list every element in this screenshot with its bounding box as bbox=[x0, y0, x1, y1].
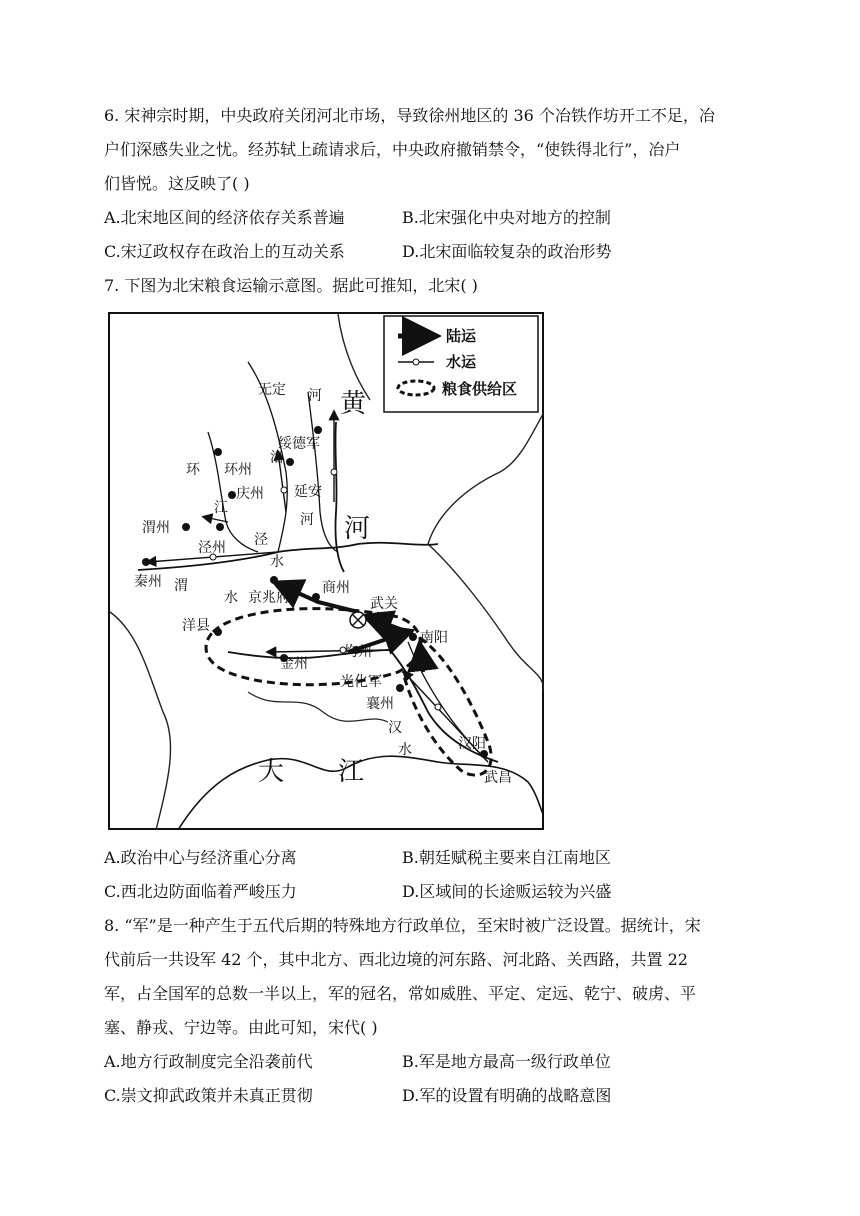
label-jiang-2: 江 bbox=[338, 757, 365, 787]
q7-stem: 7. 下图为北宋粮食运输示意图。据此可推知，北宋( ) bbox=[104, 276, 478, 295]
label-yangxian: 洋县 bbox=[182, 618, 210, 634]
label-shui-3: 水 bbox=[398, 742, 412, 758]
label-jinzhou: 金州 bbox=[280, 656, 308, 672]
label-jingzhaofu: 京兆府 bbox=[248, 590, 290, 606]
q6-option-d[interactable]: D.北宋面临较复杂的政治形势 bbox=[402, 242, 612, 261]
label-huanzhou: 环州 bbox=[224, 462, 252, 478]
label-guanghua: 光化军 bbox=[340, 674, 382, 690]
q6-option-a[interactable]: A.北宋地区间的经济依存关系普遍 bbox=[104, 208, 345, 227]
label-shangzhou: 商州 bbox=[322, 580, 350, 596]
label-qingzhou: 庆州 bbox=[236, 486, 264, 502]
label-hanyang: 汉阳 bbox=[458, 736, 486, 752]
q8-stem-line-1: 8. “军”是一种产生于五代后期的特殊地方行政单位，至宋时被广泛设置。据统计，宋 bbox=[104, 916, 701, 935]
label-he-1: 河 bbox=[308, 388, 322, 404]
label-wei: 渭 bbox=[174, 578, 188, 594]
label-shui-1: 水 bbox=[270, 554, 284, 570]
q8-option-c[interactable]: C.崇文抑武政策并未真正贯彻 bbox=[104, 1086, 313, 1105]
legend-water-transport: 水运 bbox=[446, 353, 477, 371]
label-jing: 泾 bbox=[254, 532, 268, 548]
label-wuguan: 武关 bbox=[370, 596, 398, 612]
q7-option-a[interactable]: A.政治中心与经济重心分离 bbox=[104, 848, 297, 867]
label-qinzhou: 秦州 bbox=[134, 574, 162, 590]
q8-stem-line-2: 代前后一共设军 42 个，其中北方、西北边境的河东路、河北路、关西路，共置 22 bbox=[104, 950, 688, 969]
label-yanan: 延安 bbox=[294, 484, 322, 500]
q8-option-a[interactable]: A.地方行政制度完全沿袭前代 bbox=[104, 1052, 313, 1071]
q6-stem-line-1: 6. 宋神宗时期，中央政府关闭河北市场，导致徐州地区的 36 个冶铁作坊开工不足，冶 bbox=[104, 106, 715, 125]
label-da: 大 bbox=[258, 757, 285, 787]
grain-transport-map bbox=[108, 312, 544, 830]
q6-option-c[interactable]: C.宋辽政权存在政治上的互动关系 bbox=[104, 242, 345, 261]
label-luo: 洛 bbox=[270, 450, 284, 466]
q6-option-b[interactable]: B.北宋强化中央对地方的控制 bbox=[402, 208, 611, 227]
label-wuding: 无定 bbox=[258, 382, 286, 398]
q7-option-b[interactable]: B.朝廷赋税主要来自江南地区 bbox=[402, 848, 611, 867]
label-huan-river: 环 bbox=[186, 462, 200, 478]
legend-land-transport: 陆运 bbox=[446, 327, 477, 345]
label-xiangzhou: 襄州 bbox=[366, 696, 394, 712]
label-wuchang: 武昌 bbox=[484, 770, 512, 786]
q8-stem-line-4: 塞、静戎、宁边等。由此可知，宋代( ) bbox=[104, 1018, 378, 1037]
q6-stem-line-2: 户们深感失业之忧。经苏轼上疏请求后，中央政府撤销禁令，“使铁得北行”，冶户 bbox=[104, 140, 681, 159]
label-shui-2: 水 bbox=[224, 590, 238, 606]
label-junzhou: 均州 bbox=[344, 644, 372, 660]
q6-stem-line-3: 们皆悦。这反映了( ) bbox=[104, 174, 250, 193]
label-han: 汉 bbox=[388, 720, 402, 736]
label-suide: 绥德军 bbox=[278, 436, 320, 452]
q8-option-d[interactable]: D.军的设置有明确的战略意图 bbox=[402, 1086, 612, 1105]
legend-grain-supply: 粮食供给区 bbox=[442, 380, 518, 398]
q7-option-c[interactable]: C.西北边防面临着严峻压力 bbox=[104, 882, 297, 901]
q8-stem-line-3: 军，占全国军的总数一半以上，军的冠名，常如威胜、平定、定远、乾宁、破虏、平 bbox=[104, 984, 697, 1003]
label-jiang: 江 bbox=[214, 500, 228, 516]
q7-option-d[interactable]: D.区域间的长途贩运较为兴盛 bbox=[402, 882, 612, 901]
label-he-2: 河 bbox=[300, 512, 314, 528]
label-nanyang: 南阳 bbox=[420, 630, 448, 646]
label-he-3: 河 bbox=[344, 514, 371, 544]
q8-option-b[interactable]: B.军是地方最高一级行政单位 bbox=[402, 1052, 611, 1071]
label-huang: 黄 bbox=[340, 389, 367, 419]
label-jingzhou: 泾州 bbox=[198, 540, 226, 556]
label-weizhou: 渭州 bbox=[142, 520, 170, 536]
